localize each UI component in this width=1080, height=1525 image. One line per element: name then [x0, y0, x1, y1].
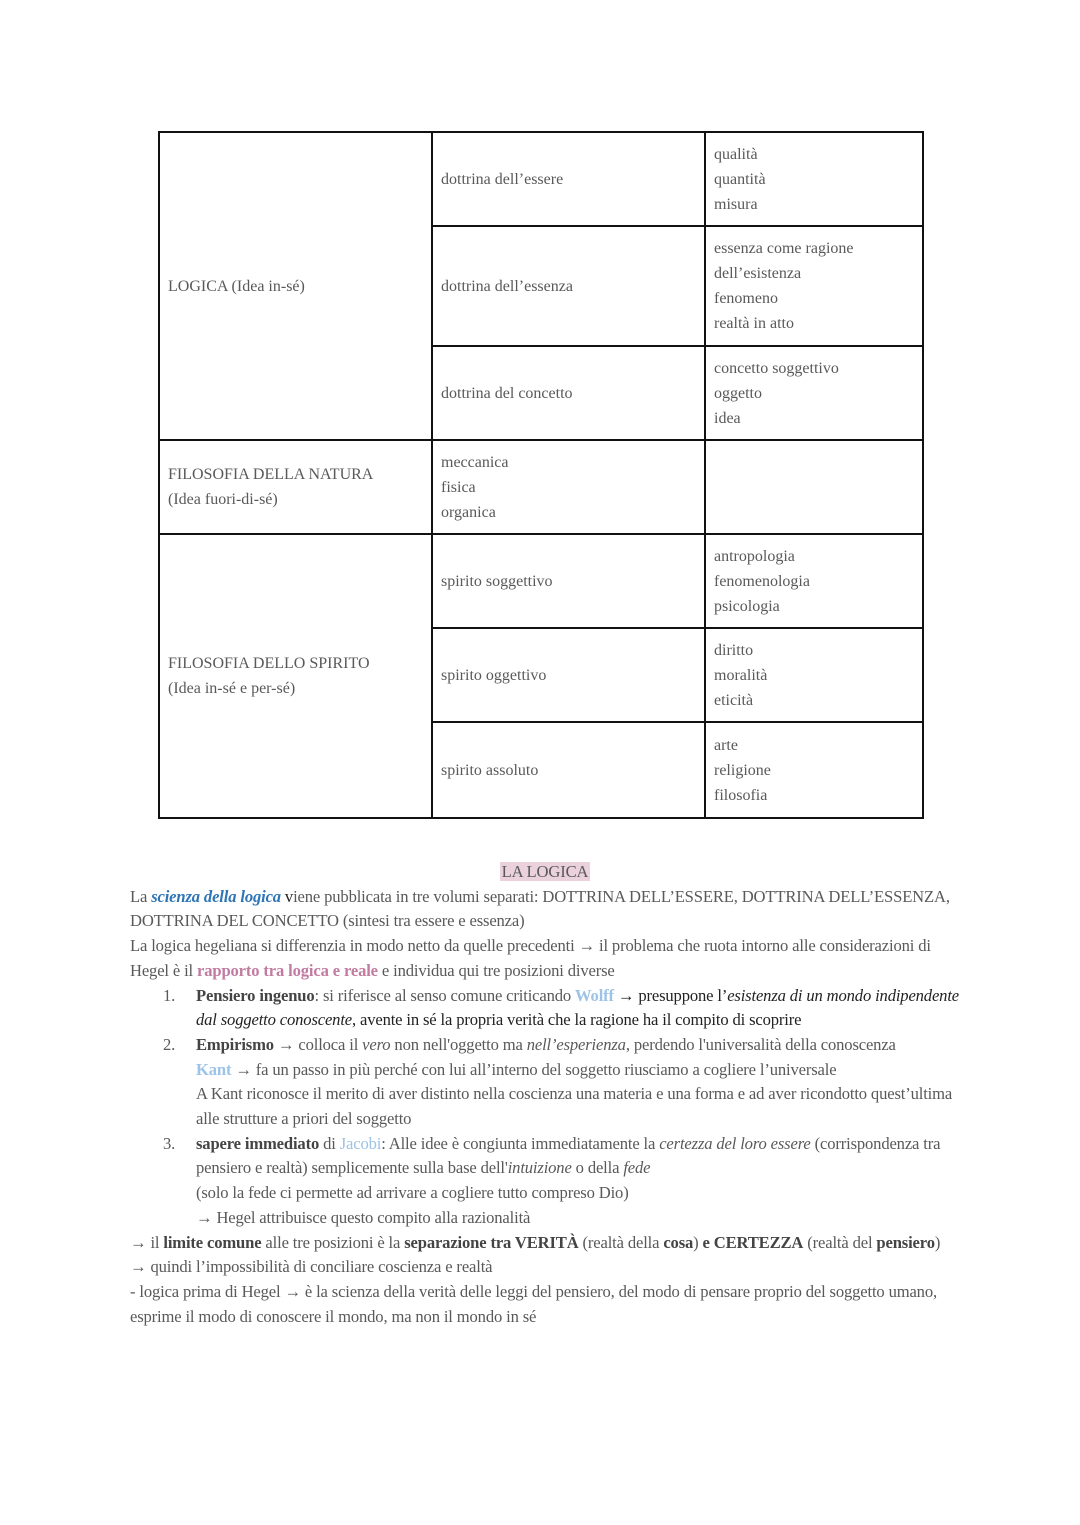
text-run: separazione tra VERITÀ [404, 1232, 579, 1252]
table-cell [432, 132, 705, 226]
cell-text: organica [441, 503, 496, 521]
text-run: cosa [663, 1232, 694, 1252]
text-run: e individua qui tre posizioni diverse [377, 960, 615, 980]
table-cell [705, 440, 923, 534]
cell-text: qualità [714, 145, 758, 163]
list-item [130, 1132, 960, 1181]
cell-text: fisica [441, 478, 476, 496]
text-run: vero [362, 1034, 391, 1054]
text-run: ) [693, 1232, 703, 1252]
text-run: → il [130, 1232, 164, 1252]
cell-text: dell’esistenza [714, 265, 802, 282]
text-run: esistenza di un mondo indipendente dal soggetto conoscente [196, 985, 959, 1030]
text-run: (corrispondenza tra pensiero e realtà) semplicemente sulla base dell' [196, 1133, 941, 1178]
section-title-text: LA LOGICA [501, 862, 589, 881]
cell-text: FILOSOFIA DELLA NATURA [168, 466, 374, 483]
text-run: nell’esperienza [526, 1034, 626, 1054]
cell-text: psicologia [714, 597, 780, 615]
table-cell [705, 534, 923, 628]
cell-text: fenomenologia [714, 572, 810, 590]
text-run: non nell'oggetto ma [390, 1034, 527, 1054]
cell-text: antropologia [714, 547, 795, 565]
list-item [130, 1181, 960, 1206]
table-cell [705, 628, 923, 722]
cell-text: dottrina dell’essenza [441, 277, 573, 295]
text-run: pensiero [876, 1232, 935, 1252]
table-cell [432, 722, 705, 818]
text-run: o della [571, 1158, 624, 1178]
la-logica-section [130, 860, 960, 1329]
paragraph [130, 934, 960, 983]
table-cell [705, 346, 923, 440]
table-cell [705, 722, 923, 818]
cell-text: idea [714, 409, 741, 427]
table-cell [432, 226, 705, 346]
cell-text: fenomeno [714, 290, 778, 307]
cell-text: spirito soggettivo [441, 572, 553, 590]
cell-text: arte [714, 736, 738, 754]
text-run: La logica hegeliana si differenzia in modo netto da quelle precedenti → il problema che ruota intorno alle considerazioni di Hegel è il [130, 936, 931, 980]
text-run: certezza del loro essere [659, 1133, 811, 1153]
table-cell [432, 628, 705, 722]
text-run: v [280, 886, 294, 906]
table-cell [159, 440, 432, 534]
text-run: Wolff [575, 985, 614, 1005]
hegel-system-table [158, 131, 924, 819]
cell-text: eticità [714, 691, 754, 709]
text-run: alle tre posizioni è la [261, 1232, 405, 1252]
text-run: (realtà del [803, 1232, 877, 1252]
text-run: (solo la fede ci permette ad arrivare a cogliere tutto compreso Dio) [196, 1183, 629, 1203]
text-run: iene pubblicata in tre volumi separati: DOTTRINA DELL’ESSERE, DOTTRINA DELL’ESSENZA, DOTTRINA DEL CONCETTO (sintesi tra essere e essenza) [130, 886, 950, 931]
list-number: 3. [163, 1133, 176, 1153]
text-run: (realtà della [578, 1232, 664, 1252]
cell-text: spirito oggettivo [441, 666, 547, 684]
text-run: - logica prima di Hegel → è la scienza della verità delle leggi del pensiero, del modo di pensare proprio del soggetto umano, esprime il modo di conoscere il mondo, ma non il mondo in sé [130, 1281, 937, 1326]
cell-text: spirito assoluto [441, 761, 539, 779]
list-item [130, 1033, 960, 1058]
cell-text: dottrina dell’essere [441, 170, 564, 188]
table-cell [432, 346, 705, 440]
table-cell [705, 132, 923, 226]
text-run: → presuppone l’ [613, 985, 728, 1005]
list-number: 1. [163, 985, 176, 1005]
text-run: ) → quindi l’impossibilità di conciliare coscienza e realtà [130, 1232, 941, 1277]
text-run: di [319, 1133, 340, 1153]
list-item [130, 1206, 960, 1231]
cell-text: LOGICA (Idea in-sé) [168, 277, 305, 295]
cell-text: religione [714, 761, 771, 779]
text-run: Pensiero ingenuo [196, 985, 315, 1005]
text-run: : Alle idee è congiunta immediatamente la [381, 1133, 660, 1153]
text-run: → fa un passo in più perché con lui all’interno del soggetto riusciamo a cogliere l’universale [231, 1059, 837, 1079]
text-run: , avente in sé la propria verità che la ragione ha il compito di scoprire [352, 1010, 802, 1030]
text-run: limite comune [163, 1232, 262, 1252]
cell-text: realtà in atto [714, 315, 794, 332]
cell-text: dottrina del concetto [441, 384, 573, 402]
cell-text: (Idea in-sé e per-sé) [168, 680, 296, 697]
text-run: sapere immediato [196, 1133, 320, 1153]
text-run: scienza della logica [151, 886, 281, 906]
cell-text: essenza come ragione [714, 240, 854, 257]
cell-text: FILOSOFIA DELLO SPIRITO [168, 655, 370, 672]
cell-text: concetto soggettivo [714, 359, 839, 377]
text-run: fede [623, 1158, 651, 1178]
table-row [159, 534, 923, 628]
list-item [130, 984, 960, 1033]
paragraph [130, 1231, 960, 1280]
cell-text: misura [714, 195, 758, 213]
cell-text: meccanica [441, 453, 509, 471]
table-cell [432, 440, 705, 534]
cell-text: quantità [714, 170, 766, 188]
cell-text: moralità [714, 666, 768, 684]
text-run: A Kant riconosce il merito di aver distinto nella coscienza una materia e una forma e ad aver ricondotto quest’ultima alle strutture a priori del soggetto [196, 1084, 953, 1129]
cell-text: diritto [714, 641, 754, 659]
table-cell [432, 534, 705, 628]
table-cell [159, 132, 432, 440]
text-run: , perdendo l'universalità della conoscenza [625, 1034, 896, 1054]
text-run: : si riferisce al senso comune criticando [314, 985, 576, 1005]
paragraph [130, 1280, 960, 1329]
text-run: → colloca il [273, 1034, 363, 1054]
text-run: rapporto tra logica e reale [197, 960, 378, 980]
list-item [130, 1058, 960, 1083]
text-run: → Hegel attribuisce questo compito alla razionalità [196, 1207, 531, 1227]
paragraph [130, 885, 960, 934]
section-title [130, 860, 960, 885]
text-run: e CERTEZZA [702, 1232, 804, 1252]
text-run: intuizione [507, 1158, 572, 1178]
text-run: Empirismo [196, 1034, 274, 1054]
list-number: 2. [163, 1034, 176, 1054]
text-run: Kant [196, 1059, 232, 1079]
text-run: Jacobi [339, 1133, 382, 1153]
table-row [159, 440, 923, 534]
cell-text: (Idea fuori-di-sé) [168, 491, 278, 508]
table-cell [159, 534, 432, 818]
cell-text: filosofia [714, 786, 768, 804]
table-cell [705, 226, 923, 346]
cell-text: oggetto [714, 384, 762, 402]
table-row [159, 132, 923, 226]
text-run: La [130, 886, 152, 906]
list-item [130, 1082, 960, 1131]
